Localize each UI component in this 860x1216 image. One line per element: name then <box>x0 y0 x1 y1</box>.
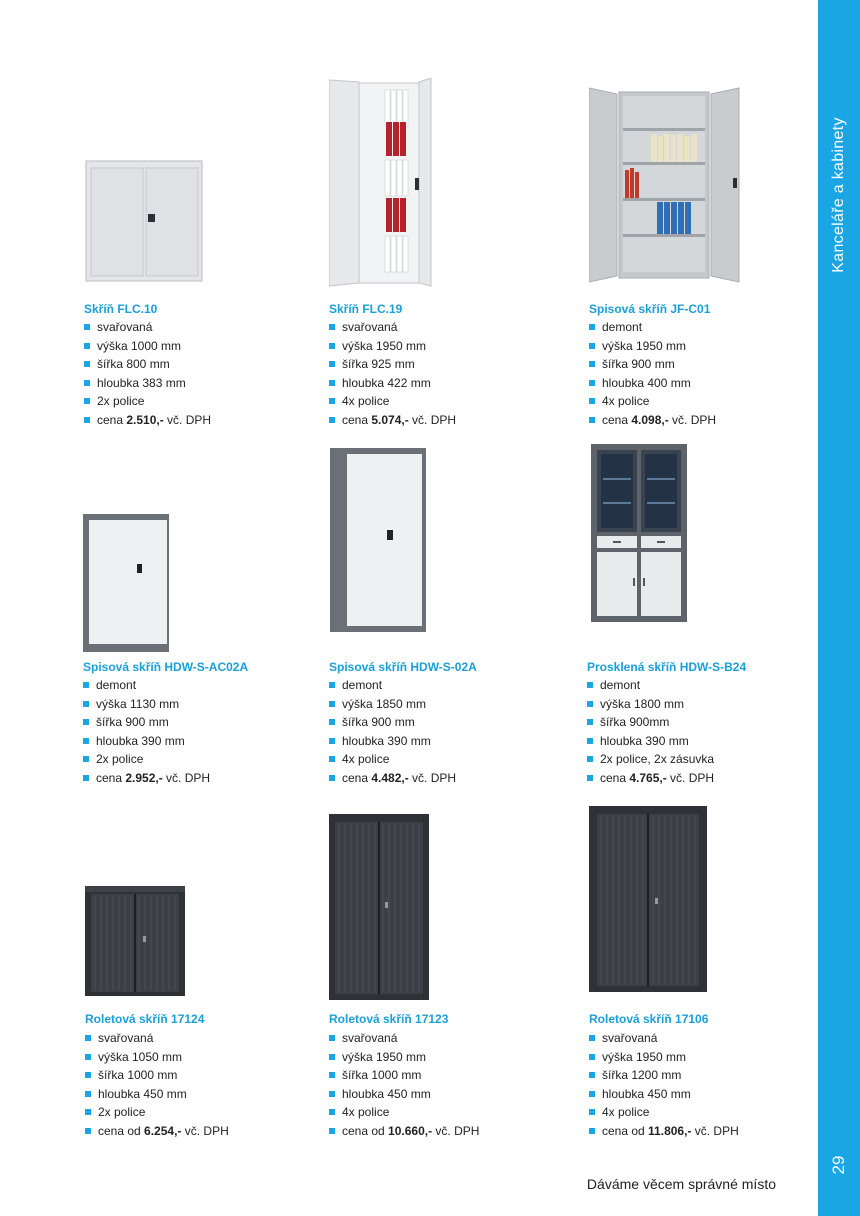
bullet-square-icon <box>329 380 335 386</box>
spec-item <box>587 695 714 714</box>
spec-item <box>589 374 716 393</box>
spec-text: hloubka 422 mm <box>342 375 431 390</box>
bullet-square-icon <box>329 324 335 330</box>
spec-item <box>329 1085 479 1104</box>
spec-item <box>589 318 716 337</box>
spec-item <box>329 695 456 714</box>
spec-text: 4x police <box>602 1105 650 1120</box>
spec-item <box>589 337 716 356</box>
spec-text: 2x police, 2x zásuvka <box>600 752 715 767</box>
spec-text: svařovaná <box>98 1031 154 1045</box>
price-line <box>589 411 716 430</box>
price-value: 11.806,- <box>648 1123 692 1138</box>
spec-item <box>329 750 456 769</box>
spec-item <box>329 374 456 393</box>
spec-text: hloubka 400 mm <box>602 375 691 390</box>
product-card <box>84 150 314 440</box>
spec-item <box>85 1029 229 1048</box>
spec-item <box>589 1085 739 1104</box>
bullet-square-icon <box>329 398 335 404</box>
spec-list <box>329 676 456 788</box>
bullet-square-icon <box>589 380 595 386</box>
spec-text: výška 1850 mm <box>342 696 427 711</box>
spec-text: šířka 900 mm <box>342 715 415 730</box>
spec-item <box>329 392 456 411</box>
spec-list <box>589 1029 739 1141</box>
bullet-square-icon <box>85 1128 91 1134</box>
spec-item <box>587 750 714 769</box>
bullet-square-icon <box>587 756 593 762</box>
spec-item <box>329 1029 479 1048</box>
bullet-square-icon <box>329 756 335 762</box>
spec-text: výška 1950 mm <box>602 338 687 353</box>
bullet-square-icon <box>589 324 595 330</box>
spec-text: cena <box>342 412 372 427</box>
spec-text: vč. DPH <box>666 770 715 785</box>
spec-item <box>329 1066 479 1085</box>
bullet-square-icon <box>83 775 89 781</box>
spec-text: cena <box>602 412 632 427</box>
product-card <box>329 810 559 1150</box>
product-image-tambour-cabinet-tall-wide <box>589 802 711 994</box>
spec-text: výška 1950 mm <box>342 1049 427 1064</box>
spec-text: 2x police <box>96 752 144 767</box>
spec-text: výška 1130 mm <box>96 696 180 711</box>
price-line <box>329 769 456 788</box>
spec-item <box>589 355 716 374</box>
price-value: 2.510,- <box>126 412 164 427</box>
price-line <box>589 1122 739 1141</box>
product-name: Skříň FLC.10 <box>84 302 158 316</box>
spec-text: hloubka 390 mm <box>342 733 431 748</box>
product-image-white-dark-frame-cabinet-tall <box>329 446 429 636</box>
bullet-square-icon <box>84 343 90 349</box>
bullet-square-icon <box>329 1035 335 1041</box>
spec-text: výška 1950 mm <box>342 338 427 353</box>
bullet-square-icon <box>329 775 335 781</box>
spec-list <box>85 1029 229 1141</box>
spec-text: hloubka 390 mm <box>600 733 689 748</box>
bullet-square-icon <box>83 738 89 744</box>
price-line <box>83 769 210 788</box>
spec-text: 4x police <box>602 394 650 409</box>
price-line <box>329 1122 479 1141</box>
spec-text: hloubka 450 mm <box>98 1086 187 1101</box>
spec-item <box>329 1048 479 1067</box>
bullet-square-icon <box>85 1072 91 1078</box>
bullet-square-icon <box>85 1035 91 1041</box>
bullet-square-icon <box>83 701 89 707</box>
product-card <box>83 508 313 798</box>
spec-text: cena od <box>602 1123 649 1138</box>
spec-item <box>84 355 211 374</box>
price-value: 10.660,- <box>388 1123 433 1138</box>
spec-text: cena <box>342 770 372 785</box>
bullet-square-icon <box>589 1054 595 1060</box>
bullet-square-icon <box>84 361 90 367</box>
bullet-square-icon <box>329 738 335 744</box>
spec-item <box>85 1103 229 1122</box>
product-name: Skříň FLC.19 <box>329 302 403 316</box>
spec-text: hloubka 390 mm <box>96 733 185 748</box>
spec-text: výška 1800 mm <box>600 696 685 711</box>
bullet-square-icon <box>589 1128 595 1134</box>
spec-text: vč. DPH <box>668 412 717 427</box>
spec-item <box>589 1048 739 1067</box>
spec-text: 4x police <box>342 752 390 767</box>
bullet-square-icon <box>329 1054 335 1060</box>
spec-text: cena <box>600 770 630 785</box>
bullet-square-icon <box>587 738 593 744</box>
bullet-square-icon <box>83 719 89 725</box>
bullet-square-icon <box>589 361 595 367</box>
bullet-square-icon <box>329 701 335 707</box>
price-line <box>85 1122 229 1141</box>
bullet-square-icon <box>587 701 593 707</box>
spec-text: šířka 1000 mm <box>98 1068 178 1083</box>
spec-item <box>83 676 210 695</box>
spec-item <box>83 732 210 751</box>
product-name: Spisová skříň HDW-S-AC02A <box>83 660 249 674</box>
spec-text: svařovaná <box>97 320 153 334</box>
spec-item <box>85 1085 229 1104</box>
bullet-square-icon <box>83 756 89 762</box>
product-image-tambour-cabinet-low <box>85 882 187 1000</box>
spec-item <box>329 318 456 337</box>
spec-text: demont <box>96 678 137 692</box>
bullet-square-icon <box>589 417 595 423</box>
bullet-square-icon <box>589 398 595 404</box>
spec-text: svařovaná <box>342 320 398 334</box>
product-name: Spisová skříň JF-C01 <box>589 302 711 316</box>
product-name: Prosklená skříň HDW-S-B24 <box>587 660 747 674</box>
spec-text: 4x police <box>342 1105 390 1120</box>
spec-item <box>85 1066 229 1085</box>
bullet-square-icon <box>589 1072 595 1078</box>
product-image-white-dark-frame-cabinet-low <box>83 512 173 654</box>
spec-text: 2x police <box>98 1105 146 1120</box>
spec-list <box>329 1029 479 1141</box>
product-name: Roletová skříň 17123 <box>329 1012 449 1026</box>
product-card <box>85 882 315 1152</box>
spec-item <box>587 713 714 732</box>
spec-text: šířka 800 mm <box>97 357 170 372</box>
spec-text: vč. DPH <box>691 1123 739 1138</box>
product-image-grey-tall-cabinet-open-with-binders <box>329 78 439 288</box>
spec-text: šířka 900mm <box>600 715 670 730</box>
spec-item <box>83 695 210 714</box>
bullet-square-icon <box>85 1091 91 1097</box>
bullet-square-icon <box>83 682 89 688</box>
spec-text: vč. DPH <box>163 412 212 427</box>
product-name: Spisová skříň HDW-S-02A <box>329 660 477 674</box>
product-image-grey-two-door-cabinet-low <box>84 156 206 286</box>
spec-text: hloubka 383 mm <box>97 375 186 390</box>
spec-item <box>84 337 211 356</box>
bullet-square-icon <box>329 1128 335 1134</box>
product-image-tambour-cabinet-tall <box>329 810 433 1002</box>
spec-item <box>329 713 456 732</box>
bullet-square-icon <box>587 682 593 688</box>
bullet-square-icon <box>329 1091 335 1097</box>
spec-text: vč. DPH <box>408 770 457 785</box>
spec-text: šířka 900 mm <box>96 715 169 730</box>
spec-list <box>84 318 211 430</box>
spec-item <box>329 732 456 751</box>
product-card <box>329 78 559 438</box>
spec-text: cena od <box>342 1123 389 1138</box>
bullet-square-icon <box>587 775 593 781</box>
spec-text: výška 1050 mm <box>98 1049 183 1064</box>
price-value: 6.254,- <box>144 1123 182 1138</box>
spec-item <box>589 1029 739 1048</box>
spec-item <box>83 713 210 732</box>
spec-text: cena od <box>98 1123 145 1138</box>
spec-text: demont <box>602 320 643 334</box>
spec-item <box>84 374 211 393</box>
bullet-square-icon <box>329 361 335 367</box>
spec-text: šířka 1200 mm <box>602 1068 682 1083</box>
price-line <box>329 411 456 430</box>
spec-item <box>589 1066 739 1085</box>
spec-text: svařovaná <box>602 1031 658 1045</box>
spec-list <box>589 318 716 430</box>
spec-text: 4x police <box>342 394 390 409</box>
spec-text: vč. DPH <box>432 1123 480 1138</box>
spec-item <box>84 392 211 411</box>
bullet-square-icon <box>84 380 90 386</box>
bullet-square-icon <box>84 324 90 330</box>
spec-text: výška 1000 mm <box>97 338 182 353</box>
spec-text: šířka 925 mm <box>342 357 415 372</box>
spec-text: šířka 1000 mm <box>342 1068 422 1083</box>
spec-item <box>589 392 716 411</box>
bullet-square-icon <box>329 1109 335 1115</box>
product-name: Roletová skříň 17124 <box>85 1012 205 1026</box>
spec-text: demont <box>600 678 641 692</box>
bullet-square-icon <box>85 1109 91 1115</box>
product-card <box>329 446 559 796</box>
bullet-square-icon <box>329 343 335 349</box>
bullet-square-icon <box>589 1035 595 1041</box>
spec-text: šířka 900 mm <box>602 357 675 372</box>
spec-item <box>587 732 714 751</box>
spec-text: 2x police <box>97 394 145 409</box>
page-number <box>818 1150 860 1180</box>
spec-text: cena <box>97 412 127 427</box>
footer-slogan: Dáváme věcem správné místo <box>586 1176 776 1192</box>
product-image-glass-door-cabinet-with-drawers <box>591 442 689 624</box>
product-card <box>589 84 819 434</box>
spec-item <box>589 1103 739 1122</box>
spec-text: výška 1950 mm <box>602 1049 687 1064</box>
spec-text: demont <box>342 678 383 692</box>
bullet-square-icon <box>589 1109 595 1115</box>
spec-text: hloubka 450 mm <box>342 1086 431 1101</box>
spec-item <box>83 750 210 769</box>
price-value: 4.098,- <box>631 412 669 427</box>
spec-item <box>84 318 211 337</box>
spec-list <box>587 676 714 788</box>
spec-item <box>329 1103 479 1122</box>
product-card <box>587 442 817 792</box>
spec-list <box>83 676 210 788</box>
bullet-square-icon <box>84 417 90 423</box>
bullet-square-icon <box>329 417 335 423</box>
page-number-text: 29 <box>829 1155 848 1175</box>
price-value: 2.952,- <box>125 770 163 785</box>
spec-text: vč. DPH <box>181 1123 229 1138</box>
product-image-grey-tall-cabinet-open-with-books <box>589 84 745 286</box>
price-line <box>587 769 714 788</box>
spec-item <box>329 337 456 356</box>
bullet-square-icon <box>329 682 335 688</box>
spec-list <box>329 318 456 430</box>
spec-text: vč. DPH <box>408 412 457 427</box>
price-value: 4.482,- <box>371 770 409 785</box>
price-value: 4.765,- <box>629 770 667 785</box>
bullet-square-icon <box>329 719 335 725</box>
spec-item <box>587 676 714 695</box>
spec-item <box>329 676 456 695</box>
bullet-square-icon <box>587 719 593 725</box>
price-line <box>84 411 211 430</box>
product-card <box>589 802 819 1147</box>
spec-text: cena <box>96 770 126 785</box>
section-title-text: Kanceláře a kabinety <box>830 117 847 273</box>
spec-text: hloubka 450 mm <box>602 1086 691 1101</box>
bullet-square-icon <box>84 398 90 404</box>
spec-text: vč. DPH <box>162 770 211 785</box>
bullet-square-icon <box>589 343 595 349</box>
spec-item <box>85 1048 229 1067</box>
price-value: 5.074,- <box>371 412 409 427</box>
bullet-square-icon <box>329 1072 335 1078</box>
bullet-square-icon <box>85 1054 91 1060</box>
section-title <box>818 0 860 300</box>
bullet-square-icon <box>589 1091 595 1097</box>
spec-item <box>329 355 456 374</box>
spec-text: svařovaná <box>342 1031 398 1045</box>
product-name: Roletová skříň 17106 <box>589 1012 709 1026</box>
